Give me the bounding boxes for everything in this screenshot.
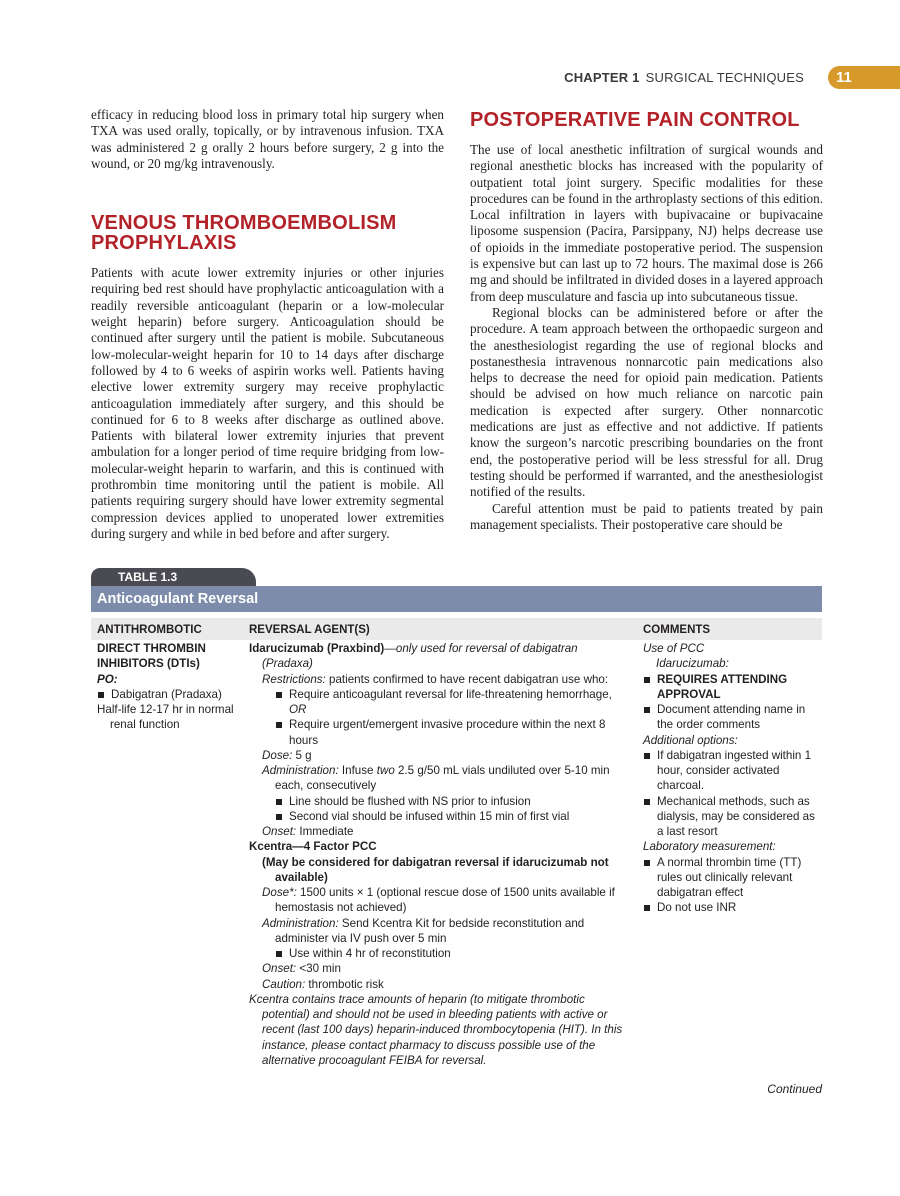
restriction-bullet-2: Require urgent/emergent invasive procedure within the next 8 hours: [249, 717, 631, 748]
admin-two: two: [376, 764, 395, 777]
onset2-text: <30 min: [296, 962, 341, 976]
caution-text: thrombotic risk: [305, 977, 384, 991]
agent2-name: Kcentra—4 Factor PCC: [249, 840, 377, 854]
drug-bullet: Dabigatran (Pradaxa): [97, 687, 243, 702]
dose-label: Dose:: [262, 748, 293, 762]
restrictions: [249, 672, 631, 687]
antithrombotic-cell: [91, 640, 243, 1068]
restriction-bullet-1: [249, 687, 631, 718]
comment-bullet-1: REQUIRES ATTENDING APPROVAL: [643, 672, 822, 703]
lab-measurement: Laboratory measurement:: [643, 840, 776, 854]
admin2-bullet-1: Use within 4 hr of reconstitution: [249, 946, 631, 961]
comment-bullet-5: A normal thrombin time (TT) rules out clinically relevant dabigatran effect: [643, 855, 822, 901]
comment-bullet-2: Document attending name in the order comments: [643, 702, 822, 733]
caution: [249, 977, 631, 992]
admin2-text: Send Kcentra Kit for bedside reconstitution and administer via IV push over 5 min: [275, 916, 585, 945]
agent1-desc: —only used for reversal of dabigatran (Pradaxa): [262, 642, 578, 671]
administration: [249, 763, 631, 794]
pain-control-heading: POSTOPERATIVE PAIN CONTROL: [470, 109, 800, 131]
header-reversal-agents: REVERSAL AGENT(S): [249, 624, 370, 636]
table-row: [91, 640, 822, 1068]
dose-text: 5 g: [292, 748, 312, 762]
comment-bullet-3: If dabigatran ingested within 1 hour, consider activated charcoal.: [643, 748, 822, 794]
comments-cell: [637, 640, 822, 1068]
onset2: [249, 961, 631, 976]
drug-class: DIRECT THROMBIN INHIBITORS (DTIs): [97, 642, 206, 671]
use-pcc: Use of PCC: [643, 642, 705, 655]
header-antithrombotic: ANTITHROMBOTIC: [97, 624, 202, 636]
table-title: Anticoagulant Reversal: [91, 586, 822, 612]
admin-bullet-1: Line should be flushed with NS prior to infusion: [249, 794, 631, 809]
table-number-tab: TABLE 1.3: [91, 568, 256, 586]
intro-paragraph: efficacy in reducing blood loss in primary total hip surgery when TXA was used orally, topically, or by intravenous infusion. TXA was administered 2 g orally 2 hours before surgery, 2 g into the wound, or 20 mg/kg intravenously.: [91, 107, 444, 171]
half-life: Half-life 12-17 hr in normal renal function: [97, 703, 234, 732]
dose: [249, 748, 631, 763]
admin-text-b: 2.5 g/50 mL vials undiluted over 5-10 min each, consecutively: [275, 764, 610, 793]
continued-label: Continued: [767, 1082, 822, 1096]
anticoagulant-table: [91, 568, 822, 1068]
kcentra-warning: Kcentra contains trace amounts of heparin (to mitigate thrombotic potential) and should not be used in bleeding patients with active or recent (last 100 days) heparin-induced thrombocytopenia (HIT). In this instance, please contact pharmacy to discuss possible use of the alternative procoagulant FEIBA for reversal.: [249, 992, 623, 1067]
idarucizumab-label: Idarucizumab:: [656, 657, 729, 671]
right-column: [470, 107, 823, 533]
pain-paragraph-2: Regional blocks can be administered before or after the procedure. A team approach between the orthopaedic surgeon and the anesthesiologist regarding the use of regional blocks and postanesthesia intravenous nonnarcotic pain medications also helps to decrease the need for opioid pain medication. Patients should be advised on how much reliance on narcotic pain medication is expected after surgery. Other nonnarcotic medications are just as effective and not addictive. If patients know the surgeon’s narcotic prescribing boundaries on the front end, the postoperative period will be less stressful for all. Drug testing should be performed if warranted, and the anesthesiologist notified of the results.: [470, 304, 823, 500]
page-number: 11: [828, 66, 900, 89]
admin-text-a: Infuse: [338, 764, 377, 777]
restriction-b1-or: OR: [289, 703, 307, 716]
dose2-text: 1500 units × 1 (optional rescue dose of 1500 units available if hemostasis not achieved): [275, 886, 615, 915]
restriction-b1-text: Require anticoagulant reversal for life-threatening hemorrhage,: [289, 687, 612, 701]
onset-text: Immediate: [296, 825, 354, 838]
comment-bullet-6: Do not use INR: [643, 900, 822, 915]
route-label: PO:: [97, 672, 118, 686]
agent1-name: Idarucizumab (Praxbind): [249, 642, 385, 655]
chapter-title: SURGICAL TECHNIQUES: [645, 70, 804, 85]
vte-paragraph: Patients with acute lower extremity injuries or other injuries requiring bed rest should have prophylactic anticoagulation with a readily reversible anticoagulant (heparin or a low-molecular weight heparin) before surgery. Anticoagulation should be continued after surgery until the patient is mobile. Subcutaneous low-molecular-weight heparin for 10 to 14 days after discharge followed by 4 to 6 weeks of aspirin works well. Patients having elective lower extremity surgery may receive prophylactic anticoagulation immediately after surgery, and this should be continued for 6 to 8 weeks after discharge as outlined above. Patients with bilateral lower extremity injuries that prevent ambulation for a longer period of time require bridging from low-molecular-weight heparin to warfarin, and this is continued with prothrombin time monitoring until the patient is mobile. All patients requiring surgery should have lower extremity segmental compression devices applied to unoperated lower extremities during surgery and while in bed before and after surgery.: [91, 265, 444, 541]
running-header: [564, 66, 900, 89]
restrictions-text: patients confirmed to have recent dabigatran use who:: [325, 672, 609, 686]
header-comments: COMMENTS: [643, 624, 711, 636]
dose2: [249, 885, 631, 916]
vte-heading: VENOUS THROMBOEMBOLISM PROPHYLAXIS: [91, 212, 397, 255]
onset: [249, 824, 631, 839]
left-column: [91, 107, 444, 542]
administration2: [249, 916, 631, 947]
dose2-label: Dose*:: [262, 886, 297, 899]
comment-bullet-4: Mechanical methods, such as dialysis, may be considered as a last resort: [643, 794, 822, 840]
table-header-row: [91, 618, 822, 640]
admin-bullet-2: Second vial should be infused within 15 min of first vial: [249, 809, 631, 824]
restrictions-label: Restrictions:: [262, 672, 326, 686]
onset2-label: Onset:: [262, 962, 297, 976]
onset-label: Onset:: [262, 825, 297, 838]
admin-label: Administration:: [262, 764, 339, 777]
admin2-label: Administration:: [262, 916, 339, 930]
additional-options: Additional options:: [643, 733, 738, 747]
chapter-label: CHAPTER 1: [564, 70, 640, 85]
reversal-agents-cell: [243, 640, 637, 1068]
pain-paragraph-3: Careful attention must be paid to patients treated by pain management specialists. Their postoperative care should be: [470, 500, 823, 532]
agent-idarucizumab: [249, 641, 631, 672]
pain-paragraph-1: The use of local anesthetic infiltration of surgical wounds and regional anesthetic blocks has increased with the popularity of outpatient total joint surgery. Specific modalities for these procedures can be found in the arthroplasty sections of this edition. Local infiltration in layers with bupivacaine or bupivacaine liposome suspension (Pacira, Parsippany, NJ) helps decrease use of opioids in the immediate postoperative period. The suspension is expensive but can last up to 72 hours. The maximal dose is 266 mg and should be infiltrated in divided doses in a layered approach from deep musculature and fascia up into subcutaneous tissue.: [470, 142, 823, 304]
agent2-note: (May be considered for dabigatran reversal if idarucizumab not available): [262, 855, 609, 884]
caution-label: Caution:: [262, 977, 306, 991]
